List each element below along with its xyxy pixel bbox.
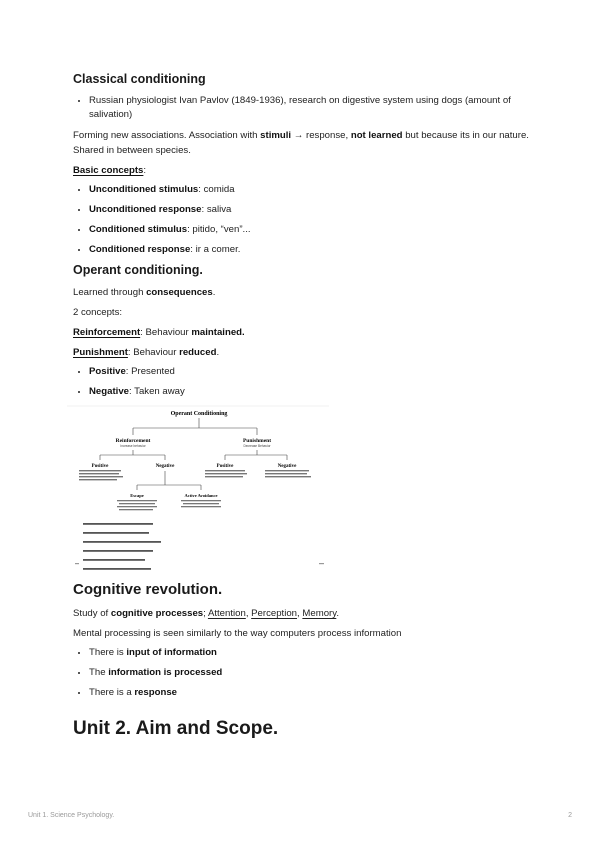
basic-concepts-label: Basic concepts:: [73, 165, 147, 176]
diagram-positive-reinforcement: Positive: [91, 464, 109, 469]
diagram-positive-punishment: Positive: [216, 464, 234, 469]
unit-2-heading: Unit 2. Aim and Scope.: [73, 718, 279, 739]
punishment-text: Punishment: Behaviour reduced.: [73, 347, 220, 358]
mental-processing-text: Mental processing is seen similarly to the way computers process information: [73, 628, 402, 639]
list-item: • The information is processed: [89, 666, 533, 680]
reinforcement-text: Reinforcement: Behaviour maintained.: [73, 327, 245, 338]
list-item: • Positive: Presented: [89, 365, 533, 379]
operant-conditioning-diagram: [67, 405, 329, 571]
pavlov-bullet: • Russian physiologist Ivan Pavlov (1849-1936), research on digestive system using dogs (amount of salivation): [89, 94, 533, 122]
diagram-punishment-sub: Decrease Behavior: [243, 444, 271, 448]
footer-title: Unit 1. Science Psychology.: [28, 812, 115, 819]
memory-term: Memory: [302, 608, 337, 619]
study-of-text: Study of cognitive processes; Attention, Perception, Memory.: [73, 608, 339, 619]
two-concepts-text: 2 concepts:: [73, 307, 123, 318]
cognitive-revolution-heading: Cognitive revolution.: [73, 581, 223, 598]
list-item: • There is input of information: [89, 646, 533, 660]
diagram-escape: Escape: [130, 493, 144, 498]
diagram-active-avoidance: Active Avoidance: [184, 493, 218, 498]
list-item: • Conditioned stimulus: pitido, “ven”...: [89, 223, 533, 237]
page-number: 2: [568, 812, 572, 819]
operant-conditioning-heading: Operant conditioning.: [73, 263, 203, 277]
pavlov-list: [73, 94, 533, 122]
diagram-negative-punishment: Negative: [277, 464, 297, 469]
list-item: • Conditioned response: ir a comer.: [89, 243, 533, 257]
basic-concepts-list: [73, 183, 533, 257]
operant-list: [73, 365, 533, 399]
list-item: • Negative: Taken away: [89, 385, 533, 399]
page-content: [73, 66, 533, 740]
list-item: • There is a response: [89, 686, 533, 700]
classical-conditioning-heading: Classical conditioning: [73, 72, 206, 86]
diagram-punishment: Punishment: [242, 438, 272, 444]
perception-term: Perception: [251, 608, 298, 619]
list-item: • Unconditioned stimulus: comida: [89, 183, 533, 197]
diagram-reinforcement-sub: Increase behavior: [120, 444, 146, 448]
cognitive-list: [73, 646, 533, 700]
list-item: • Unconditioned response: saliva: [89, 203, 533, 217]
learned-through-text: Learned through consequences.: [73, 287, 216, 298]
diagram-title: Operant Conditioning: [170, 411, 228, 417]
diagram-negative-reinforcement: Negative: [155, 464, 175, 469]
diagram-reinforcement: Reinforcement: [115, 438, 151, 444]
diagram-svg: [67, 405, 329, 571]
attention-term: Attention: [207, 608, 246, 619]
classical-paragraph: Forming new associations. Association with stimuli → response, not learned but because its in our nature. Shared in between species.: [73, 130, 529, 156]
